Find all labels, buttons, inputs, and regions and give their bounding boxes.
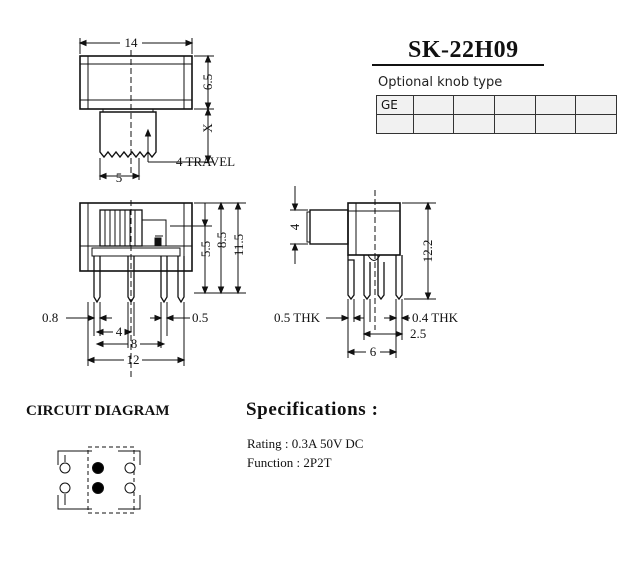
- table-cell: [535, 96, 576, 115]
- table-cell: [576, 115, 617, 134]
- table-row: [377, 115, 617, 134]
- dim-knob-width: 5: [115, 170, 123, 185]
- table-cell: GE: [377, 96, 414, 115]
- dim-side-thk2: 0.4 THK: [412, 310, 458, 325]
- table-cell: [576, 96, 617, 115]
- circuit-diagram: [58, 447, 140, 513]
- table-cell: [454, 115, 495, 134]
- dim-pin-width: 0.8: [42, 310, 59, 325]
- table-cell: [495, 96, 536, 115]
- table-cell: [454, 96, 495, 115]
- model-underline: [372, 64, 544, 66]
- spec-rating: Rating : 0.3A 50V DC: [247, 436, 364, 451]
- dim-top-width: 14: [124, 35, 138, 50]
- dim-pin-thk: 0.5: [192, 310, 209, 325]
- table-cell: [495, 115, 536, 134]
- table-row: [377, 96, 617, 115]
- table-cell: [413, 96, 454, 115]
- dim-pin-pitch: 4: [115, 324, 123, 339]
- dim-span-8: 8: [130, 336, 138, 351]
- dim-h2: 8.5: [214, 231, 229, 249]
- dim-side-knob: 4: [287, 223, 302, 231]
- dim-travel: 4 TRAVEL: [176, 154, 236, 169]
- table-cell: [535, 115, 576, 134]
- dim-top-height: 6.5: [200, 73, 215, 91]
- side-view: [274, 186, 459, 359]
- specifications-title: Specifications :: [246, 399, 379, 420]
- knob-front: [100, 210, 142, 246]
- dim-knob-x: X: [200, 123, 215, 133]
- knob-side: [310, 210, 348, 244]
- dim-side-thk1: 0.5 THK: [274, 310, 320, 325]
- dim-side-6: 6: [369, 344, 377, 359]
- switch-housing-front: [80, 203, 192, 271]
- dim-span-12: 12: [126, 352, 140, 367]
- model-number: SK-22H09: [408, 37, 519, 63]
- table-cell: [377, 115, 414, 134]
- terminal: [125, 463, 135, 473]
- table-cell: [413, 115, 454, 134]
- common-terminal: [93, 483, 104, 494]
- terminal: [125, 483, 135, 493]
- front-view: [42, 200, 246, 380]
- dim-side-25: 2.5: [410, 326, 427, 341]
- terminal: [60, 483, 70, 493]
- dim-h3: 11.5: [231, 233, 246, 257]
- common-terminal: [93, 463, 104, 474]
- dim-side-height: 12.2: [420, 239, 435, 263]
- knob-type-table: [376, 95, 617, 134]
- terminal: [60, 463, 70, 473]
- dim-h1: 5.5: [198, 240, 213, 258]
- spec-function: Function : 2P2T: [247, 455, 332, 470]
- knob-table-title: Optional knob type: [378, 75, 503, 90]
- top-view: [80, 35, 235, 185]
- circuit-diagram-title: CIRCUIT DIAGRAM: [26, 403, 170, 419]
